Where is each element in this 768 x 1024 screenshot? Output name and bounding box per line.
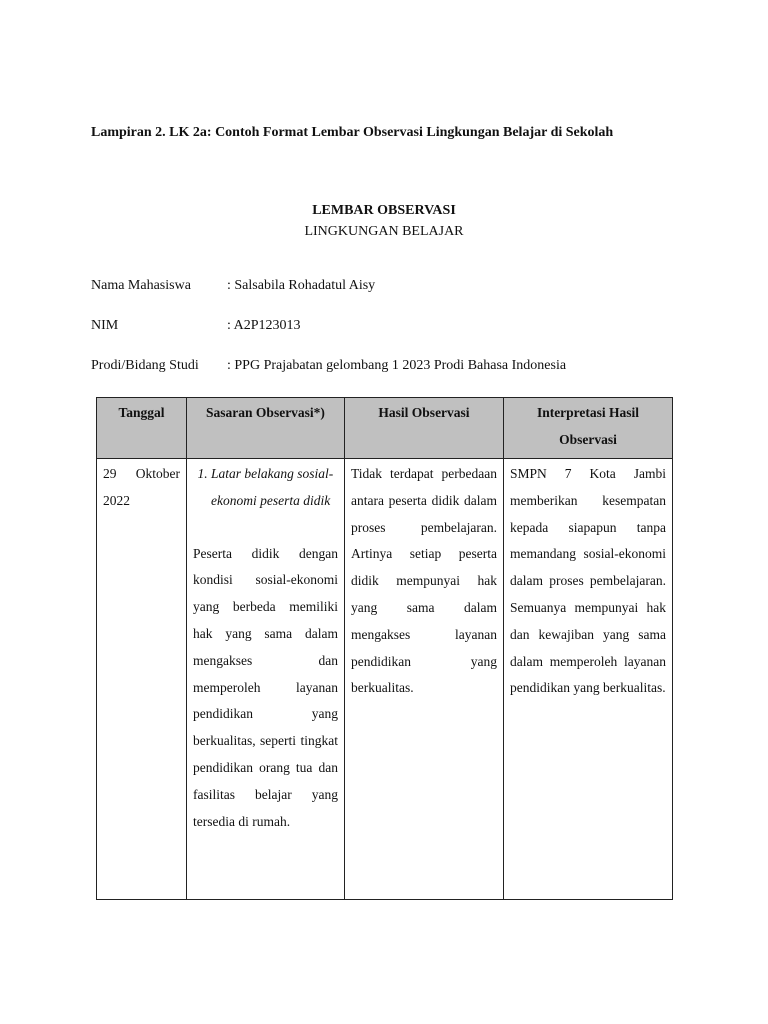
header-tanggal: Tanggal [97, 398, 187, 459]
document-heading: LEMBAR OBSERVASI [312, 203, 456, 218]
field-prodi [91, 358, 566, 374]
field-value: : PPG Prajabatan gelombang 1 2023 Prodi Bahasa Indonesia [227, 358, 567, 373]
field-label: NIM [91, 318, 119, 333]
cell-interpretation: SMPN 7 Kota Jambi memberikan kesempatan kepada siapapun tanpa memandang sosial-ekonomi dalam proses pembelajaran. Semuanya mempunyai hak dan kewajiban yang sama dalam memperoleh layanan pendidikan yang berkualitas. [504, 459, 673, 900]
appendix-title: Lampiran 2. LK 2a: Contoh Format Lembar Observasi Lingkungan Belajar di Sekolah [91, 125, 614, 140]
header-hasil: Hasil Observasi [345, 398, 504, 459]
target-item: 1. Latar belakang sosial-ekonomi peserta didik [211, 461, 338, 515]
field-nim [91, 318, 301, 334]
document-subheading: LINGKUNGAN BELAJAR [304, 224, 464, 239]
field-label: Prodi/Bidang Studi [91, 358, 199, 373]
cell-date: 29 Oktober 2022 [97, 459, 187, 900]
cell-result: Tidak terdapat perbedaan antara peserta didik dalam proses pembelajaran. Artinya setiap peserta didik mempunyai hak yang sama dalam mengakses layanan pendidikan yang berkualitas. [345, 459, 504, 900]
table-row [97, 459, 673, 900]
observation-table [96, 397, 673, 900]
target-detail: Peserta didik dengan kondisi sosial-ekonomi yang berbeda memiliki hak yang sama dalam mengakses dan memperoleh layanan pendidikan yang berkualitas, seperti tingkat pendidikan orang tua dan fasilitas belajar yang tersedia di rumah. [193, 545, 338, 829]
field-label: Nama Mahasiswa [91, 278, 191, 293]
target-list [193, 461, 338, 515]
header-interpretasi: Interpretasi Hasil Observasi [504, 398, 673, 459]
table-header-row [97, 398, 673, 459]
field-value: : Salsabila Rohadatul Aisy [227, 278, 376, 293]
field-value: : A2P123013 [227, 318, 301, 333]
header-sasaran: Sasaran Observasi*) [187, 398, 345, 459]
cell-target [187, 459, 345, 900]
field-nama-mahasiswa [91, 278, 375, 294]
